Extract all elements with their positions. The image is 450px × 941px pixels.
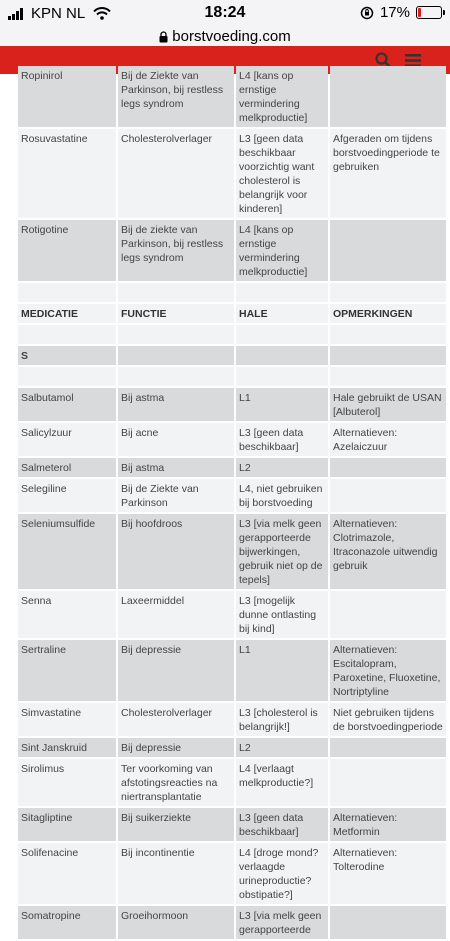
opmerkingen-cell	[330, 591, 446, 638]
table-row	[18, 66, 446, 127]
table-row	[18, 808, 446, 841]
functie-cell: Bij acne	[118, 423, 234, 456]
table-header-row	[18, 304, 446, 323]
opmerkingen-cell: Niet gebruiken tijdens de borstvoedingperiode	[330, 703, 446, 736]
rotation-lock-icon	[360, 6, 374, 20]
hale-cell: L4 [kans op ernstige vermindering melkproductie]	[236, 66, 328, 127]
functie-cell: Bij astma	[118, 388, 234, 421]
medication-table-container	[16, 64, 444, 941]
table-row	[18, 423, 446, 456]
hale-cell: L3 [cholesterol is belangrijk!]	[236, 703, 328, 736]
spacer-row	[18, 283, 446, 302]
section-letter-row	[18, 346, 446, 365]
medicatie-cell: Sitagliptine	[18, 808, 116, 841]
table-row	[18, 388, 446, 421]
carrier-name: KPN NL	[31, 5, 86, 22]
medicatie-cell	[18, 325, 116, 344]
clock: 18:24	[204, 4, 246, 21]
opmerkingen-cell	[330, 283, 446, 302]
medicatie-cell: Salbutamol	[18, 388, 116, 421]
functie-cell: Bij de Ziekte van Parkinson, bij restless legs syndrom	[118, 66, 234, 127]
table-row	[18, 591, 446, 638]
functie-cell: Bij depressie	[118, 738, 234, 757]
functie-cell	[118, 367, 234, 386]
opmerkingen-cell: Hale gebruikt de USAN [Albuterol]	[330, 388, 446, 421]
hale-cell: L4, niet gebruiken bij borstvoeding	[236, 479, 328, 512]
functie-cell: Bij de Ziekte van Parkinson	[118, 479, 234, 512]
functie-cell: Laxeermiddel	[118, 591, 234, 638]
opmerkingen-cell	[330, 479, 446, 512]
table-row	[18, 738, 446, 757]
opmerkingen-cell	[330, 458, 446, 477]
functie-cell: Ter voorkoming van afstotingsreacties na niertransplantatie	[118, 759, 234, 806]
medicatie-cell: Somatropine	[18, 906, 116, 939]
table-row	[18, 479, 446, 512]
functie-cell	[118, 283, 234, 302]
functie-cell: Bij de ziekte van Parkinson, bij restless legs syndrom	[118, 220, 234, 281]
table-row	[18, 906, 446, 939]
medicatie-cell: Sertraline	[18, 640, 116, 701]
table-row	[18, 640, 446, 701]
table-row	[18, 129, 446, 218]
wifi-icon	[93, 7, 111, 20]
table-row	[18, 514, 446, 589]
opmerkingen-cell: Alternatieven: Tolterodine	[330, 843, 446, 904]
functie-cell: Bij astma	[118, 458, 234, 477]
medicatie-cell	[18, 367, 116, 386]
opmerkingen-cell: OPMERKINGEN	[330, 304, 446, 323]
functie-cell: Bij incontinentie	[118, 843, 234, 904]
functie-cell: Bij depressie	[118, 640, 234, 701]
hale-cell: L2	[236, 738, 328, 757]
hale-cell: L3 [geen data beschikbaar]	[236, 808, 328, 841]
functie-cell: Groeihormoon	[118, 906, 234, 939]
address-bar[interactable]	[0, 28, 450, 46]
signal-icon	[8, 8, 23, 20]
hale-cell: L3 [geen data beschikbaar voorzichtig want cholesterol is belangrijk voor kinderen]	[236, 129, 328, 218]
table-row	[18, 458, 446, 477]
hale-cell: L3 [via melk geen gerapporteerde bijwerkingen, gebruik niet op de tepels]	[236, 514, 328, 589]
hale-cell: L4 [kans op ernstige vermindering melkproductie]	[236, 220, 328, 281]
medicatie-cell: Ropinirol	[18, 66, 116, 127]
functie-cell: Cholesterolverlager	[118, 703, 234, 736]
table-row	[18, 759, 446, 806]
hale-cell: L4 [verlaagt melkproductie?]	[236, 759, 328, 806]
opmerkingen-cell	[330, 738, 446, 757]
medicatie-cell: Simvastatine	[18, 703, 116, 736]
spacer-row	[18, 325, 446, 344]
carrier-info	[8, 5, 111, 22]
hale-cell: L3 [geen data beschikbaar]	[236, 423, 328, 456]
battery-percentage: 17%	[379, 4, 410, 21]
opmerkingen-cell	[330, 325, 446, 344]
table-row	[18, 843, 446, 904]
hale-cell: L1	[236, 388, 328, 421]
opmerkingen-cell	[330, 759, 446, 806]
medicatie-cell: Solifenacine	[18, 843, 116, 904]
medicatie-cell: Seleniumsulfide	[18, 514, 116, 589]
spacer-row	[18, 367, 446, 386]
battery-icon	[416, 6, 442, 19]
opmerkingen-cell	[330, 346, 446, 365]
medicatie-cell: Senna	[18, 591, 116, 638]
medicatie-cell: Selegiline	[18, 479, 116, 512]
functie-cell: Bij hoofdroos	[118, 514, 234, 589]
hale-cell	[236, 367, 328, 386]
functie-cell: Bij suikerziekte	[118, 808, 234, 841]
opmerkingen-cell	[330, 367, 446, 386]
medicatie-cell: MEDICATIE	[18, 304, 116, 323]
opmerkingen-cell	[330, 906, 446, 939]
opmerkingen-cell: Alternatieven: Escitalopram, Paroxetine, Fluoxetine, Nortriptyline	[330, 640, 446, 701]
functie-cell	[118, 325, 234, 344]
medicatie-cell: Rotigotine	[18, 220, 116, 281]
medicatie-cell: Salmeterol	[18, 458, 116, 477]
functie-cell: FUNCTIE	[118, 304, 234, 323]
medicatie-cell	[18, 283, 116, 302]
lock-icon	[159, 31, 168, 43]
hale-cell: L3 [mogelijk dunne ontlasting bij kind]	[236, 591, 328, 638]
opmerkingen-cell	[330, 66, 446, 127]
hale-cell	[236, 346, 328, 365]
table-row	[18, 220, 446, 281]
table-row	[18, 703, 446, 736]
functie-cell	[118, 346, 234, 365]
functie-cell: Cholesterolverlager	[118, 129, 234, 218]
hale-cell: L2	[236, 458, 328, 477]
medicatie-cell: Sirolimus	[18, 759, 116, 806]
status-bar	[0, 0, 450, 28]
medicatie-cell: S	[18, 346, 116, 365]
url-text: borstvoeding.com	[172, 28, 291, 45]
medicatie-cell: Sint Janskruid	[18, 738, 116, 757]
page-content	[0, 70, 450, 936]
medicatie-cell: Rosuvastatine	[18, 129, 116, 218]
hale-cell: HALE	[236, 304, 328, 323]
opmerkingen-cell: Afgeraden om tijdens borstvoedingperiode te gebruiken	[330, 129, 446, 218]
system-indicators	[360, 4, 442, 21]
opmerkingen-cell: Alternatieven: Clotrimazole, Itraconazole uitwendig gebruik	[330, 514, 446, 589]
hale-cell	[236, 283, 328, 302]
opmerkingen-cell	[330, 220, 446, 281]
hale-cell: L3 [via melk geen gerapporteerde	[236, 906, 328, 939]
opmerkingen-cell: Alternatieven: Azelaiczuur	[330, 423, 446, 456]
hale-cell: L1	[236, 640, 328, 701]
opmerkingen-cell: Alternatieven: Metformin	[330, 808, 446, 841]
medicatie-cell: Salicylzuur	[18, 423, 116, 456]
hale-cell: L4 [droge mond? verlaagde urineproductie? obstipatie?]	[236, 843, 328, 904]
hale-cell	[236, 325, 328, 344]
medication-table	[16, 64, 448, 941]
